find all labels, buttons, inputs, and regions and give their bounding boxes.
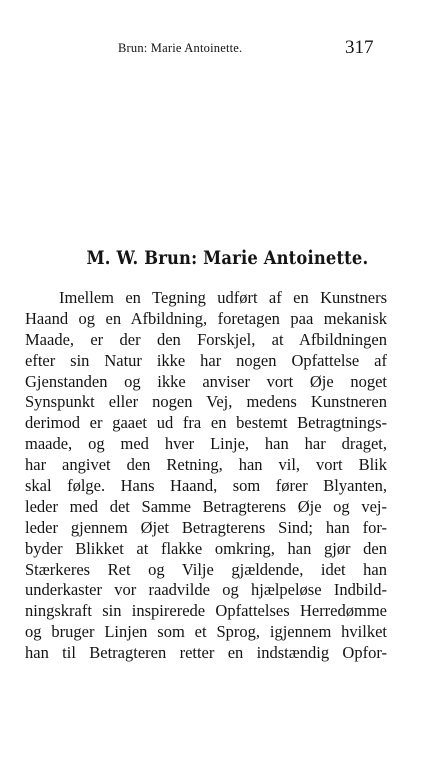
text-line: byder Blikket at flakke omkring, han gjør den [25, 538, 387, 558]
text-line: Maade, er der den Forskjel, at Afbildningen [25, 329, 387, 349]
text-line: leder gjennem Øjet Betragterens Sind; han for- [25, 517, 387, 537]
text-line: Gjenstanden og ikke anviser vort Øje noget [25, 371, 387, 391]
text-line: Stærkeres Ret og Vilje gjældende, idet han [25, 559, 387, 579]
text-line: Haand og en Afbildning, foretagen paa mekanisk [25, 308, 387, 328]
text-line: efter sin Natur ikke har nogen Opfattelse af [25, 350, 387, 370]
text-line: maade, og med hver Linje, han har draget, [25, 434, 387, 454]
text-line: ningskraft sin inspirerede Opfattelses Herredømme [25, 601, 387, 621]
text-line: leder med det Samme Betragterens Øje og vej- [25, 496, 387, 516]
text-line: Imellem en Tegning udført af en Kunstners [59, 288, 387, 307]
running-title: Brun: Marie Antoinette. [118, 41, 243, 55]
text-line: underkaster vor raadvilde og hjælpeløse Indbild- [25, 580, 387, 600]
text-line: derimod er gaaet ud fra en bestemt Betragtnings- [25, 413, 387, 433]
article-title: M. W. Brun: Marie Antoinette. [86, 247, 369, 269]
text-line: Synspunkt eller nogen Vej, medens Kunstneren [25, 392, 387, 412]
text-line: han til Betragteren retter en indstændig Opfor- [25, 643, 387, 663]
text-line: og bruger Linjen som et Sprog, igjennem hvilket [25, 622, 387, 642]
running-head [0, 37, 448, 61]
text-line: har angivet den Retning, han vil, vort Blik [25, 455, 387, 475]
page-number: 317 [345, 37, 374, 58]
article-body [25, 288, 387, 664]
text-line: skal følge. Hans Haand, som fører Blyanten, [25, 476, 387, 496]
